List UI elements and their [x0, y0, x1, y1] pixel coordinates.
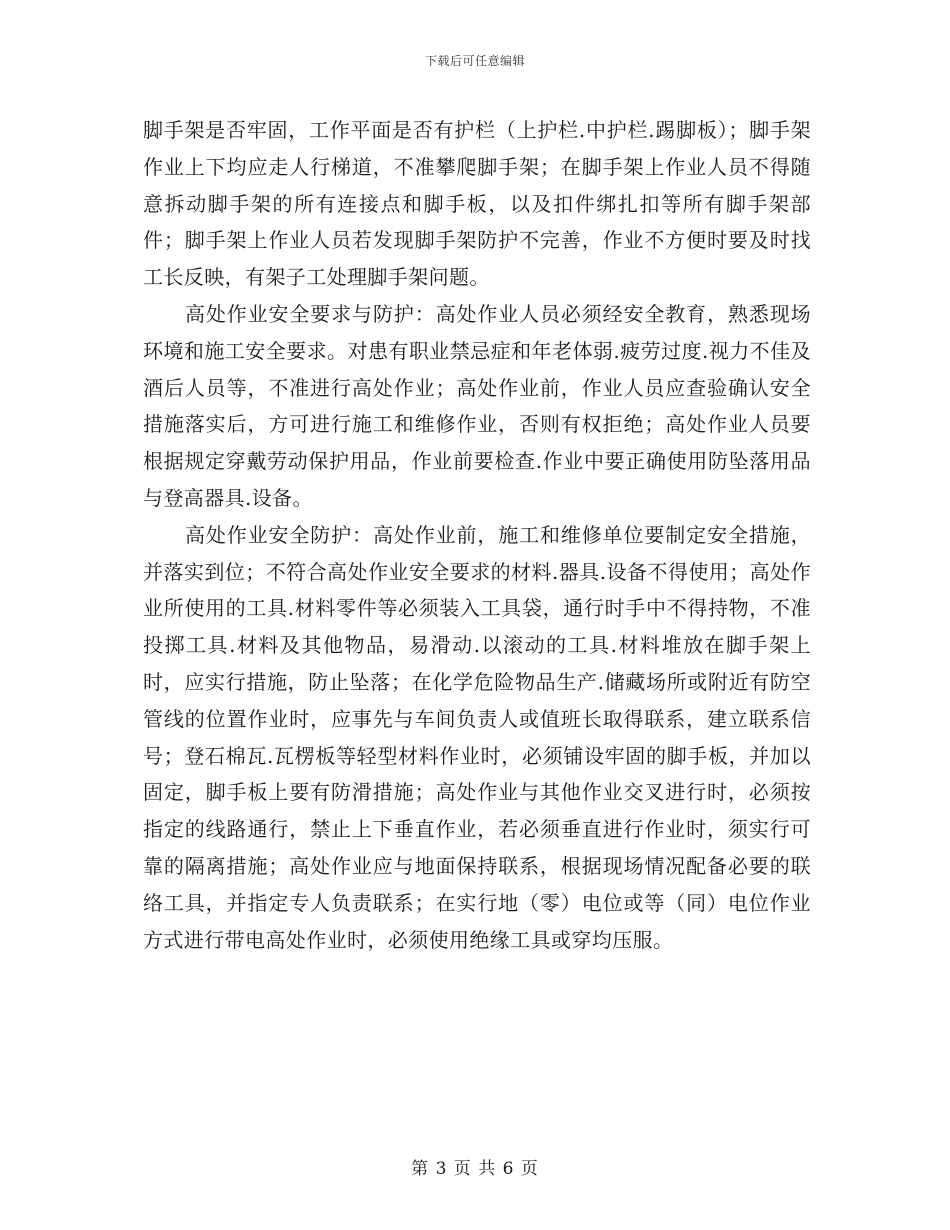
paragraph-work-at-height-protection: 高处作业安全防护：高处作业前，施工和维修单位要制定安全措施，并落实到位；不符合高处作业安全要求的材料.器具.设备不得使用；高处作业所使用的工具.材料零件等必须装入工具袋，通行时手中不得持物，不准投掷工具.材料及其他物品，易滑动.以滚动的工具.材料堆放在脚手架上时，应实行措施，防止坠落；在化学危险物品生产.储藏场所或附近有防空管线的位置作业时，应事先与车间负责人或值班长取得联系，建立联系信号；登石棉瓦.瓦楞板等轻型材料作业时，必须铺设牢固的脚手板，并加以固定，脚手板上要有防滑措施；高处作业与其他作业交叉进行时，必须按指定的线路通行，禁止上下垂直作业，若必须垂直进行作业时，须实行可靠的隔离措施；高处作业应与地面保持联系，根据现场情况配备必要的联络工具，并指定专人负责联系；在实行地（零）电位或等（同）电位作业方式进行带电高处作业时，必须使用绝缘工具或穿均压服。: [143, 522, 811, 952]
page-header: 下载后可任意编辑: [424, 54, 525, 68]
document-body: [143, 112, 811, 958]
paragraph-work-at-height-requirements: 高处作业安全要求与防护：高处作业人员必须经安全教育，熟悉现场环境和施工安全要求。对患有职业禁忌症和年老体弱.疲劳过度.视力不佳及酒后人员等，不准进行高处作业；高处作业前，作业人员应查验确认安全措施落实后，方可进行施工和维修作业，否则有权拒绝；高处作业人员要根据规定穿戴劳动保护用品，作业前要检查.作业中要正确使用防坠落用品与登高器具.设备。: [143, 301, 811, 510]
page-number: 第 3 页 共 6 页: [411, 1159, 539, 1179]
paragraph-scaffold-safety: 脚手架是否牢固，工作平面是否有护栏（上护栏.中护栏.踢脚板）；脚手架作业上下均应走人行梯道，不准攀爬脚手架；在脚手架上作业人员不得随意拆动脚手架的所有连接点和脚手板，以及扣件绑扎扣等所有脚手架部件；脚手架上作业人员若发现脚手架防护不完善，作业不方便时要及时找工长反映，有架子工处理脚手架问题。: [143, 118, 811, 290]
